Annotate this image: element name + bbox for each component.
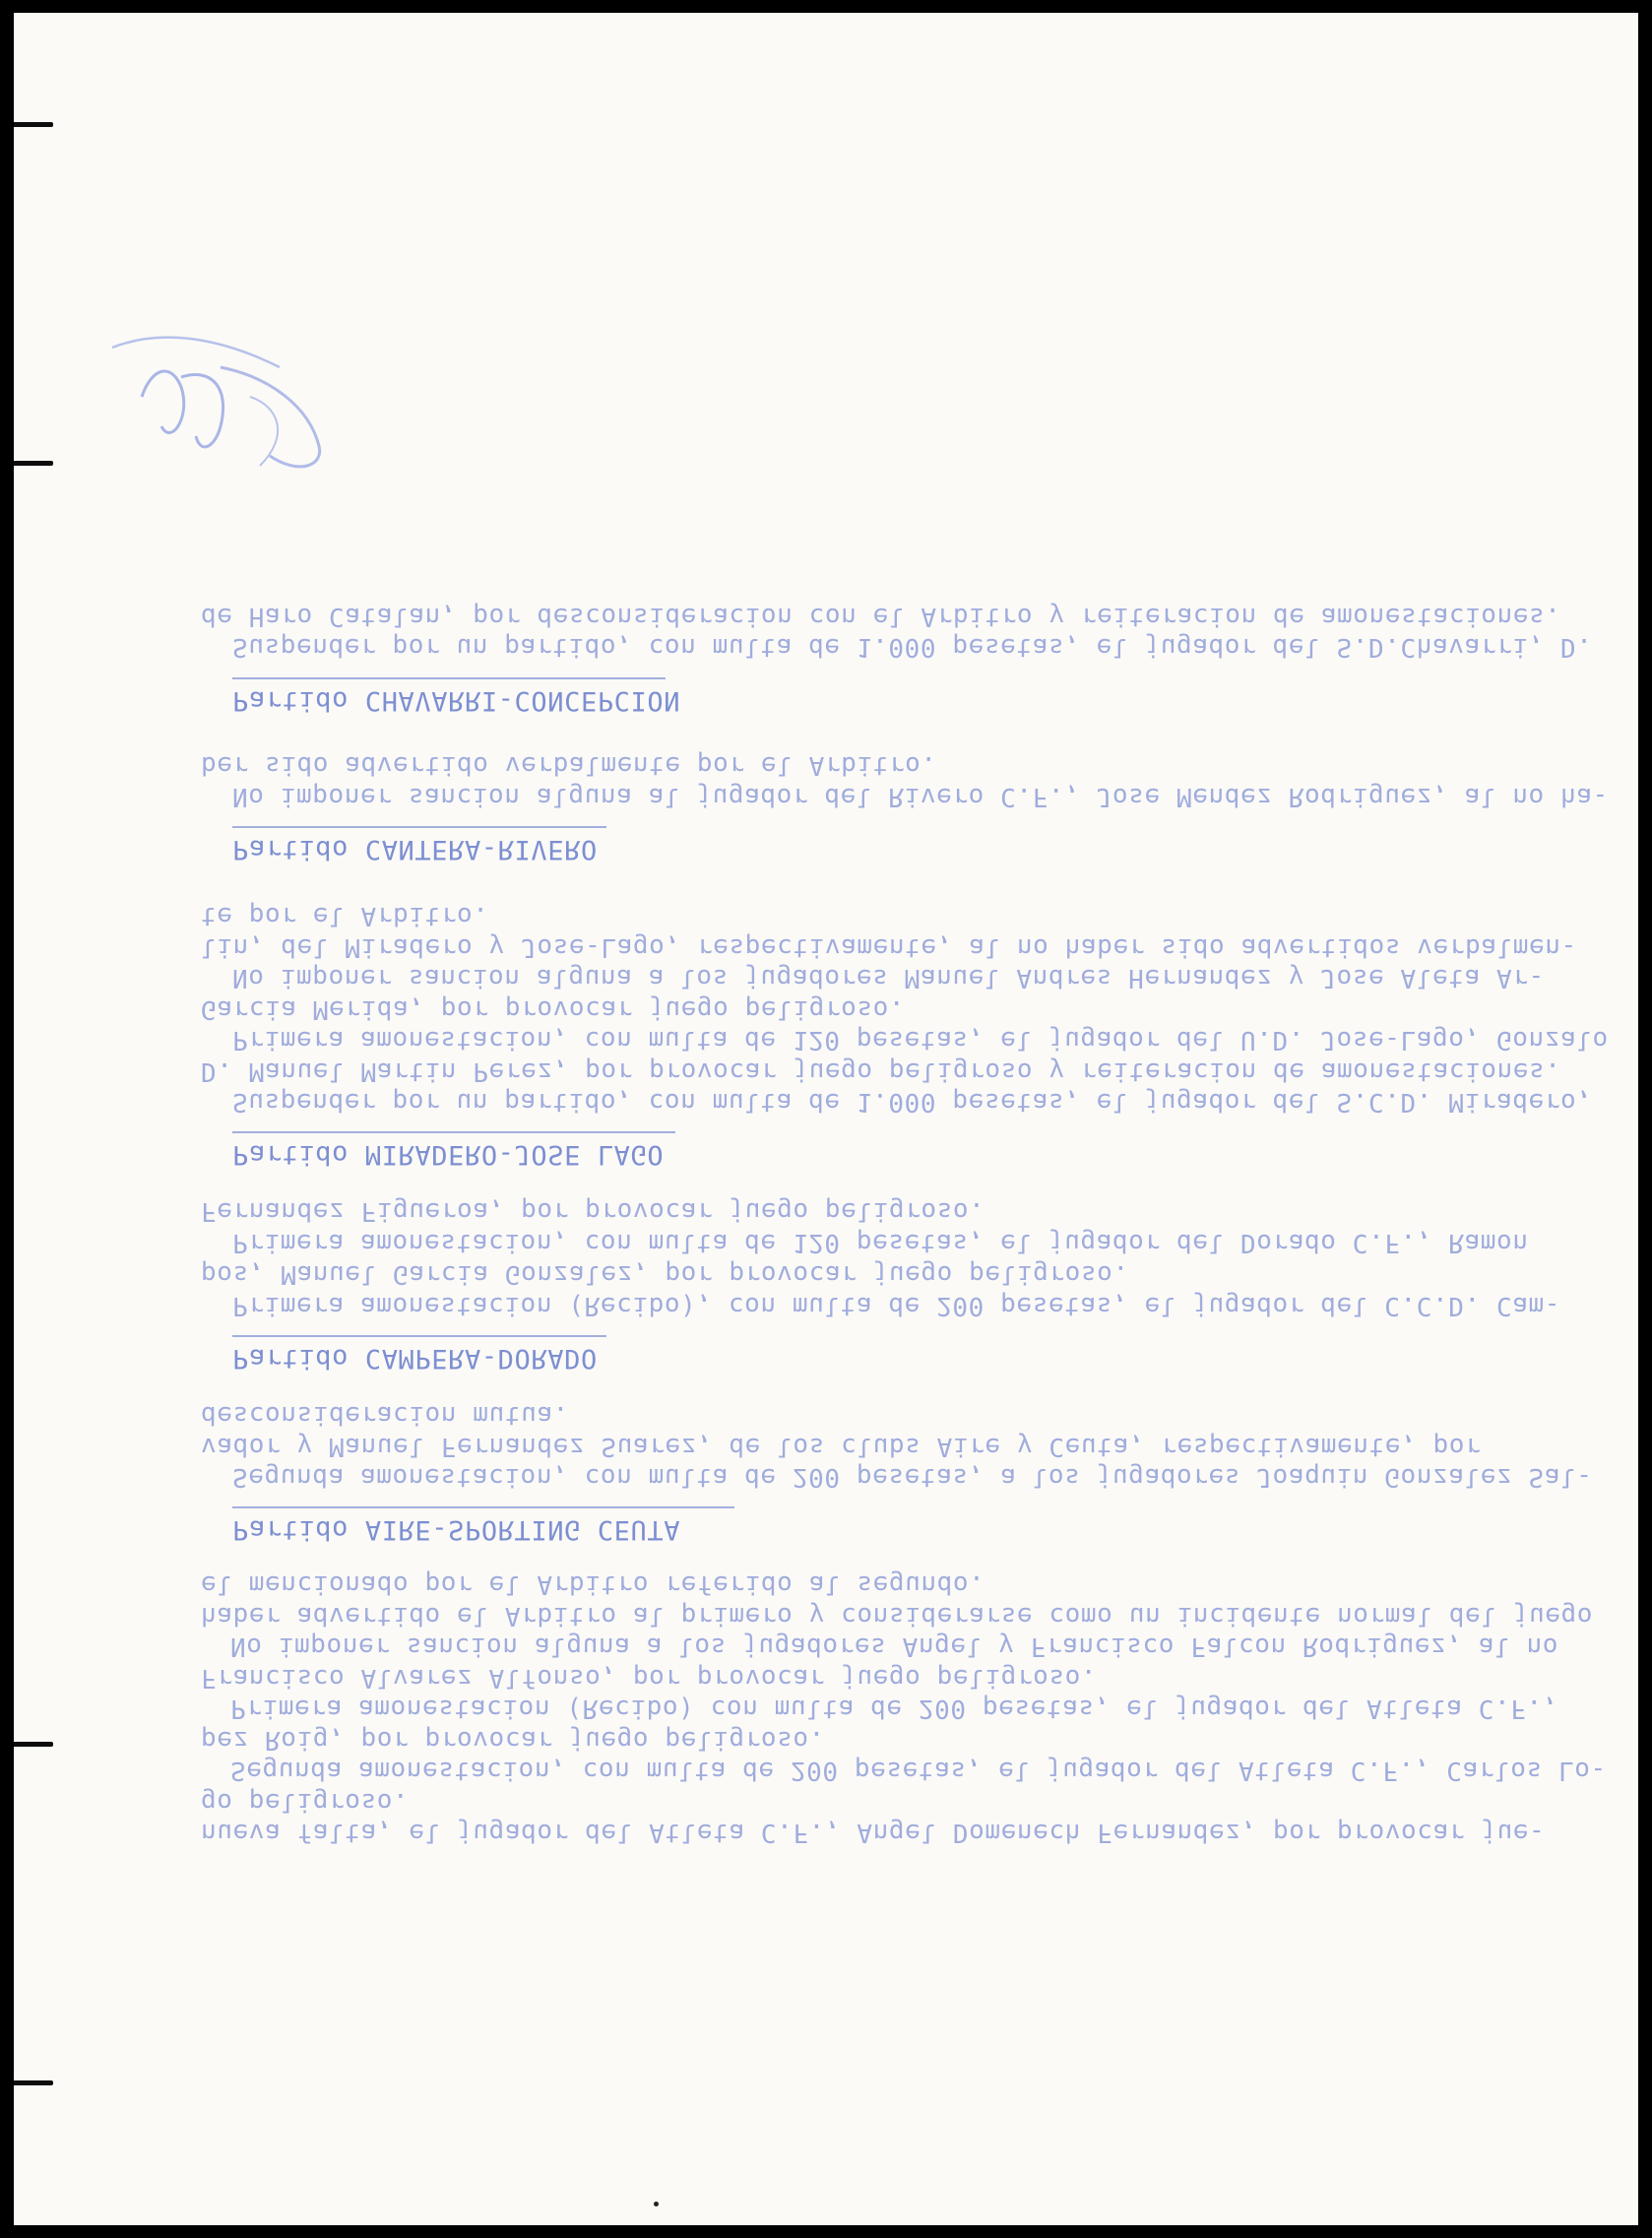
text-line: Segunda amonestacion, con multa de 200 pesetas, a los jugadores Joaquin Gonzalez Sal- (232, 1462, 1593, 1492)
text-line: lin, del Miradero y Jose-Lago, respectivamente, al no haber sido advertidos verbalmen- (201, 932, 1577, 962)
text-line: Primera amonestacion (Recibo) con multa de 200 pesetas, el jugador del Atleta C.F., (230, 1694, 1559, 1723)
section-heading: Partido CAMPERA-DORADO (232, 1343, 598, 1374)
text-line: ber sido advertido verbalmente por el Arbitro. (201, 750, 937, 780)
text-line: vador y Manuel Fernandez Suarez, de los clubs Aire y Ceuta, respectivamente, por (201, 1432, 1482, 1461)
heading-underline (232, 1335, 606, 1337)
text-line: Primera amonestacion, con multa de 120 pesetas, el jugador del Dorado C.F., Ramon (232, 1228, 1529, 1257)
text-line: Primera amonestacion, con multa de 120 pesetas, el jugador del U.D. Jose-Lago, Gonzalo (232, 1025, 1609, 1055)
text-line: haber advertido el Arbitro al primero y considerarse como un incidente normal del juego (201, 1601, 1594, 1631)
heading-underline (232, 677, 666, 679)
text-line: el mencionado por el Arbitro referido al segundo. (201, 1569, 985, 1599)
text-line: nueva falta, el jugador del Atleta C.F., Angel Domenech Fernandez, por provocar jue- (201, 1818, 1546, 1847)
text-line: No imponer sancion alguna a los jugadores Manuel Andres Hernandez y Jose Aleta Ar- (232, 963, 1545, 992)
text-line: desconsideracion mutua. (201, 1400, 569, 1430)
text-line: Francisco Alvarez Alfonso, por provocar juego peligroso. (201, 1663, 1098, 1693)
text-line: Primera amonestacion (Recibo), con multa de 200 pesetas, el jugador del C.C.D. Cam- (232, 1291, 1561, 1320)
mirrored-text-area (14, 13, 1638, 2225)
heading-underline (232, 1506, 734, 1508)
text-line: No imponer sancion alguna a los jugadores Angel y Francisco Falcon Rodriguez, al no (230, 1631, 1559, 1661)
text-line: Garcia Merida, por provocar juego peligroso. (201, 994, 906, 1024)
text-line: pez Roig, por provocar juego peligroso. (201, 1725, 825, 1755)
text-line: No imponer sancion alguna al jugador del Rivero C.F., Jose Mendez Rodriguez, al no ha- (232, 782, 1609, 811)
section-heading: Partido MIRADERO-JOSE LAGO (232, 1139, 665, 1170)
document-page (14, 13, 1638, 2225)
text-line: Suspender por un partido, con multa de 1.000 pesetas, el jugador del S.D.Chavarri, D. (232, 632, 1593, 662)
text-line: Segunda amonestacion, con multa de 200 pesetas, el jugador del Atleta C.F., Carlos Lo- (230, 1756, 1607, 1785)
section-heading: Partido CANTERA-RIVERO (232, 834, 598, 864)
text-line: D. Manuel Martin Perez, por provocar juego peligroso y reiteracion de amonestaciones. (201, 1056, 1561, 1086)
section-heading: Partido AIRE-SPORTING CEUTA (232, 1514, 681, 1545)
text-line: Suspender por un partido, con multa de 1.000 pesetas, el jugador del S.C.D. Miradero, (232, 1087, 1593, 1117)
text-line: pos, Manuel Garcia Gonzalez, por provocar juego peligroso. (201, 1259, 1129, 1289)
text-line: te por el Arbitro. (201, 901, 489, 930)
text-line: go peligroso. (201, 1787, 410, 1817)
section-heading: Partido CHAVARRI-CONCEPCION (232, 685, 681, 716)
heading-underline (232, 826, 606, 828)
page-dot (654, 2202, 659, 2206)
text-line: de Haro Catalan, por desconsideracion con el Arbitro y reiteracion de amonestaciones. (201, 602, 1561, 631)
text-line: Fernandez Figueroa, por provocar juego peligroso. (201, 1196, 985, 1226)
heading-underline (232, 1131, 675, 1133)
